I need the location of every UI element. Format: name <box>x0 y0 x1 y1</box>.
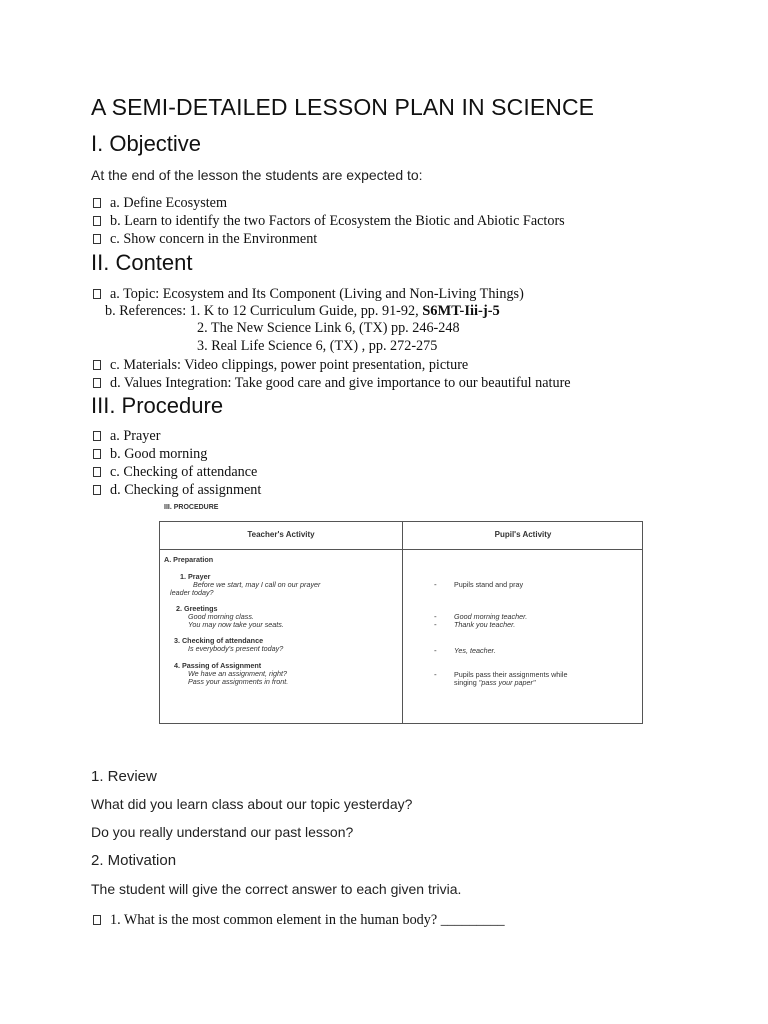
header-teacher: Teacher's Activity <box>247 530 315 539</box>
content-references: b. References: 1. K to 12 Curriculum Guide, pp. 91-92, S6MT-Iii-j-5 <box>105 303 500 319</box>
attendance-label: 3. Checking of attendance <box>174 636 264 645</box>
checkbox-icon <box>93 431 101 441</box>
content-heading: II. Content <box>91 250 193 275</box>
dash: - <box>434 670 437 679</box>
dash: - <box>434 612 437 621</box>
table-divider <box>160 549 642 550</box>
checkbox-icon <box>93 216 101 226</box>
review-question: Do you really understand our past lesson? <box>91 824 354 840</box>
pupil-text: Yes, teacher. <box>454 646 496 655</box>
content-reference-3: 3. Real Life Science 6, (TX) , pp. 272-275 <box>197 338 438 354</box>
teacher-text: leader today? <box>170 588 214 597</box>
table-title: III. PROCEDURE <box>164 504 219 511</box>
teacher-text: Is everybody's present today? <box>188 644 284 653</box>
procedure-item: c. Checking of attendance <box>93 464 257 481</box>
pupil-text: Pupils stand and pray <box>454 580 524 589</box>
dash: - <box>434 620 437 629</box>
checkbox-icon <box>93 485 101 495</box>
content-reference-2: 2. The New Science Link 6, (TX) pp. 246-248 <box>197 320 460 336</box>
assignment-label: 4. Passing of Assignment <box>174 661 262 670</box>
table-divider <box>402 522 403 723</box>
objective-intro: At the end of the lesson the students are expected to: <box>91 167 423 183</box>
teacher-text: You may now take your seats. <box>188 620 284 629</box>
content-materials: c. Materials: Video clippings, power point presentation, picture <box>93 357 468 374</box>
review-question: What did you learn class about our topic yesterday? <box>91 796 413 812</box>
procedure-item: a. Prayer <box>93 428 160 445</box>
checkbox-icon <box>93 289 101 299</box>
procedure-table <box>159 521 643 724</box>
checkbox-icon <box>93 915 101 925</box>
teacher-text: We have an assignment, right? <box>188 669 287 678</box>
procedure-item: d. Checking of assignment <box>93 482 261 499</box>
motivation-intro: The student will give the correct answer to each given trivia. <box>91 881 462 897</box>
checkbox-icon <box>93 378 101 388</box>
dash: - <box>434 580 437 589</box>
checkbox-icon <box>93 467 101 477</box>
header-pupil: Pupil's Activity <box>494 530 552 539</box>
objective-heading: I. Objective <box>91 131 202 156</box>
greetings-label: 2. Greetings <box>176 604 218 613</box>
pupil-text: singing "pass your paper" <box>454 678 536 687</box>
trivia-question: 1. What is the most common element in the human body? _________ <box>93 912 505 929</box>
checkbox-icon <box>93 198 101 208</box>
procedure-item: b. Good morning <box>93 446 207 463</box>
dash: - <box>434 646 437 655</box>
teacher-text: Before we start, may I call on our prayer <box>193 580 321 589</box>
curriculum-code: S6MT-Iii-j-5 <box>422 303 500 319</box>
motivation-heading: 2. Motivation <box>91 852 177 869</box>
pupil-text: Good morning teacher. <box>454 612 528 621</box>
content-values: d. Values Integration: Take good care and give importance to our beautiful nature <box>93 375 571 392</box>
objective-item: c. Show concern in the Environment <box>93 231 317 248</box>
pupil-text: Thank you teacher. <box>454 620 516 629</box>
prayer-label: 1. Prayer <box>180 572 211 581</box>
objective-item: b. Learn to identify the two Factors of Ecosystem the Biotic and Abiotic Factors <box>93 213 565 230</box>
table-section: A. Preparation <box>164 555 214 564</box>
document-title: A SEMI-DETAILED LESSON PLAN IN SCIENCE <box>91 94 595 120</box>
objective-item: a. Define Ecosystem <box>93 195 227 212</box>
checkbox-icon <box>93 449 101 459</box>
checkbox-icon <box>93 360 101 370</box>
content-topic: a. Topic: Ecosystem and Its Component (Living and Non-Living Things) <box>93 286 524 303</box>
teacher-text: Good morning class. <box>188 612 254 621</box>
checkbox-icon <box>93 234 101 244</box>
procedure-heading: III. Procedure <box>91 393 224 418</box>
procedure-table-image <box>156 502 644 724</box>
teacher-text: Pass your assignments in front. <box>188 677 289 686</box>
pupil-text: Pupils pass their assignments while <box>454 670 568 679</box>
review-heading: 1. Review <box>91 768 157 785</box>
